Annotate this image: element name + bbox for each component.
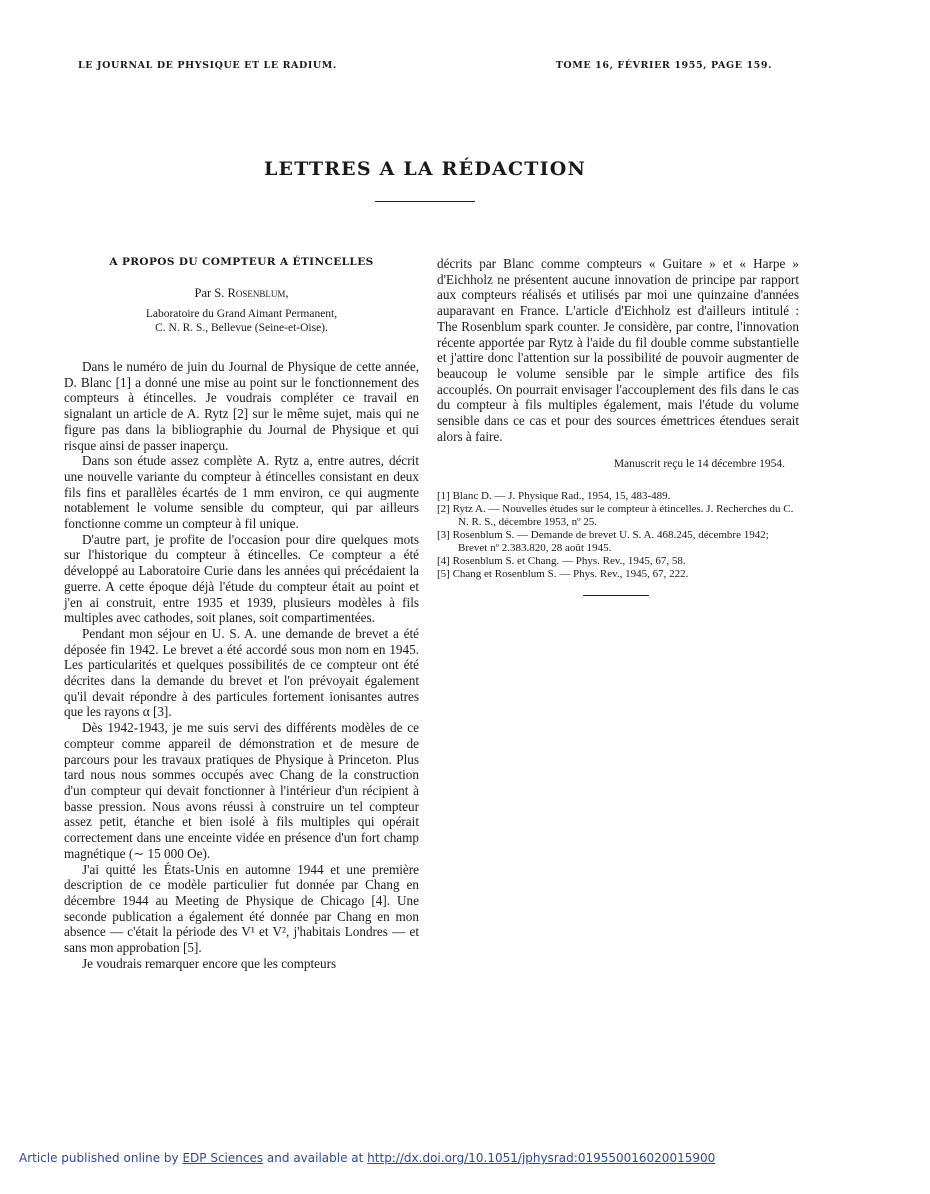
author-prefix: Par S. <box>194 286 228 300</box>
publisher-link[interactable]: EDP Sciences <box>182 1151 264 1165</box>
paragraph-4: Pendant mon séjour en U. S. A. une demande de brevet a été déposée fin 1942. Le brevet a été accordé sous mon nom en 1945. Les particularités et quelques possibilités de ce compteur ont été décrites dans la demande du brevet et l'on prévoyait également qu'il devait répondre à des particules fortement ionisantes autres que les rayons α [3]. <box>64 625 419 720</box>
affiliation-line-1: Laboratoire du Grand Aimant Permanent, <box>145 308 338 320</box>
paragraph-7: Je voudrais remarquer encore que les compteurs <box>82 955 337 971</box>
paragraph-6: J'ai quitté les États-Unis en automne 1944 et une première description de ce modèle particulier fut donnée par Chang en décembre 1944 au Meeting de Physique de Chicago [4]. Une seconde publication a également été donnée par Chang en mon absence — c'était la période des V¹ et V², j'habitais Londres — et sans mon approbation [5]. <box>64 861 419 956</box>
paragraph-5: Dès 1942-1943, je me suis servi des différents modèles de ce compteur comme appareil de démonstration et de mesure de parcours pour les travaux pratiques de Physique à Princeton. Plus tard nous nous sommes occupés avec Chang de la construction d'un compteur qui devait fonctionner à l'intérieur d'un récipient à basse pression. Nous avons réussi à construire un tel compteur assez petit, étanche et bien isolé à fils multiples qui opérait correctement dans une enceinte vidée en présence d'un fort champ magnétique (∼ 15 000 Oe). <box>64 720 419 861</box>
journal-header: LE JOURNAL DE PHYSIQUE ET LE RADIUM. <box>78 60 337 71</box>
author-name: Rosenblum, <box>227 286 289 300</box>
author-line <box>64 286 419 301</box>
references-list <box>437 490 799 581</box>
footer-middle: and available at <box>263 1151 368 1165</box>
affiliation-line-2: C. N. R. S., Bellevue (Seine-et-Oise). <box>155 322 328 334</box>
reference-item: [5] Chang et Rosenblum S. — Phys. Rev., 1945, 67, 222. <box>437 568 689 581</box>
end-divider <box>583 595 649 596</box>
paragraph-continuation: décrits par Blanc comme compteurs « Guitare » et « Harpe » d'Eichholz ne présentent aucune innovation de principe par rapport aux compteurs réalisés et utilisés par moi une quinzaine d'années auparavant en France. L'article d'Eichholz est d'ailleurs intitulé : The Rosenblum spark counter. Je considère, par contre, l'innovation récente apportée par Rytz à l'aide du fil double comme substantielle et j'attire donc l'attention sur la possibilité de pouvoir augmenter de beaucoup le volume sensible par le simple artifice des fils accouplés. On pourrait envisager l'accouplement des fils dans le cas du compteur à fils multiples également, mais l'étude du volume sensible dans ce cas et pour des sources émettrices étendues serait alors à faire. <box>437 256 799 444</box>
reference-item: [2] Rytz A. — Nouvelles études sur le compteur à étincelles. J. Recherches du C. N. R. S., décembre 1953, nº 25. <box>437 503 794 529</box>
section-title: LETTRES A LA RÉDACTION <box>263 158 587 180</box>
reference-item: [4] Rosenblum S. et Chang. — Phys. Rev., 1945, 67, 58. <box>437 555 686 568</box>
reference-item: [3] Rosenblum S. — Demande de brevet U. S. A. 468.245, décembre 1942; Brevet nº 2.383.820, 28 août 1945. <box>437 529 769 555</box>
paragraph-1: Dans le numéro de juin du Journal de Physique de cette année, D. Blanc [1] a donné une mise au point sur le fonctionnement des compteurs à étincelles. Je voudrais compléter ce travail en signalant un article de A. Rytz [2] sur le même sujet, mais qui ne figure pas dans la bibliographie du Journal de Physique et qui risque ainsi de passer inaperçu. <box>64 359 419 453</box>
doi-link[interactable]: http://dx.doi.org/10.1051/jphysrad:019550016020015900 <box>367 1151 716 1165</box>
issue-header: TOME 16, FÉVRIER 1955, PAGE 159. <box>555 60 772 71</box>
footer-prefix: Article published online by <box>19 1151 183 1165</box>
paragraph-3: D'autre part, je profite de l'occasion pour dire quelques mots sur l'historique du compteur à étincelles. Ce compteur a été développé au Laboratoire Curie dans les années qui précédaient la guerre. A cette époque déjà l'étude du compteur était au point et j'en ai construit, entre 1935 et 1939, plusieurs modèles à fils multiples avec cathodes, soit planes, soit compartimentées. <box>64 531 419 626</box>
right-column <box>437 256 799 596</box>
publication-footer <box>19 1151 715 1165</box>
affiliation <box>64 307 419 335</box>
received-date: Manuscrit reçu le 14 décembre 1954. <box>613 458 785 471</box>
title-divider <box>375 201 475 202</box>
left-column <box>64 256 419 971</box>
article-title: A PROPOS DU COMPTEUR A ÉTINCELLES <box>109 256 374 268</box>
paragraph-2: Dans son étude assez complète A. Rytz a, entre autres, décrit une nouvelle variante du compteur à étincelles consistant en deux fils fins et parallèles écartés de 1 mm environ, ce qui augmente notablement le volume sensible du compteur, qui par ailleurs fonctionne comme un compteur à fil unique. <box>64 453 419 532</box>
reference-item: [1] Blanc D. — J. Physique Rad., 1954, 15, 483-489. <box>437 490 671 503</box>
